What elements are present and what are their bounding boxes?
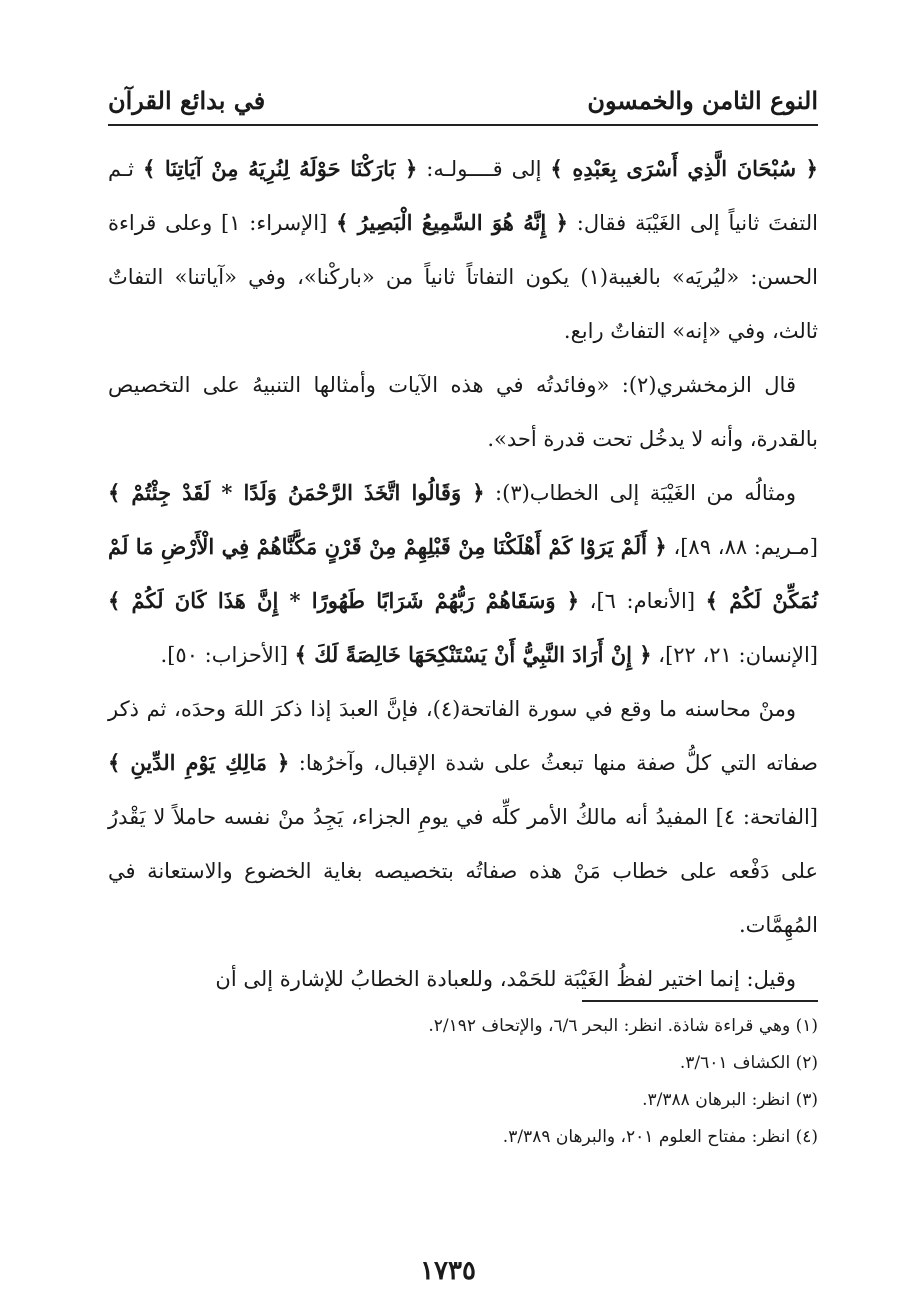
text-run: [الأحزاب: ٥٠]. (160, 643, 295, 667)
paragraph-1 (108, 142, 818, 358)
quran-verse: ﴿ أَلَمْ يَرَوْا كَمْ أَهْلَكْنَا مِنْ قَبْلِهِمْ مِنْ قَرْنٍ مَكَّنَّاهُمْ فِي الْأَرْضِ مَا لَمْ نُمَكِّنْ لَكُمْ ﴾ (108, 534, 818, 613)
footnotes (108, 1008, 818, 1156)
paragraph-2: قال الزمخشري(٢): «وفائدتُه في هذه الآيات وأمثالها التنبيهُ على التخصيص بالقدرة، وأنه لا يدخُل تحت قدرة أحد». (108, 373, 818, 451)
quran-verse: ﴿ مَالِكِ يَوْمِ الدِّينِ ﴾ (108, 750, 290, 775)
book-title: في بدائع القرآن (108, 86, 266, 115)
quran-verse: ﴿ وَقَالُوا اتَّخَذَ الرَّحْمَنُ وَلَدًا * لَقَدْ جِئْتُمْ ﴾ (108, 480, 485, 505)
text-run: ومنْ محاسنه ما وقع في سورة الفاتحة(٤)، فإنَّ العبدَ إذا ذكرَ اللهَ وحدَه، ثم ذكر صفاته التي كلُّ صفة منها تبعثُ على شدة الإقبال، وآخرُها: (108, 697, 818, 775)
footnote-1: (١) وهي قراءة شاذة. انظر: البحر ٦/٦، والإتحاف ٢/١٩٢. (428, 1016, 818, 1036)
text-run: [الأنعام: ٦]، (579, 589, 706, 613)
paragraph-5: وقيل: إنما اختير لفظُ الغَيْبَة للحَمْد، وللعبادة الخطابُ للإشارة إلى أن (215, 967, 796, 991)
text-run: [الإنسان: ٢١، ٢٢]، (651, 643, 818, 667)
footnote-3: (٣) انظر: البرهان ٣/٣٨٨. (642, 1090, 818, 1110)
quran-verse: ﴿ وَسَقَاهُمْ رَبُّهُمْ شَرَابًا طَهُورًا * إِنَّ هَذَا كَانَ لَكُمْ ﴾ (108, 588, 580, 613)
text-run: [الإسراء: ١] وعلى قراءة الحسن: «ليُريَه» بالغيبة(١) يكون التفاتاً ثانياً من «باركْنا»، وفي «آياتنا» التفاتٌ ثالث، وفي «إنه» التفاتٌ رابع. (108, 211, 818, 343)
header-divider (108, 124, 818, 126)
quran-verse: ﴿ بَارَكْنَا حَوْلَهُ لِنُرِيَهُ مِنْ آيَاتِنَا ﴾ (142, 156, 418, 181)
text-run: ثـم التفتَ ثانياً إلى الغَيْبَة فقال: (108, 157, 818, 235)
page-number: ١٧٣٥ (420, 1256, 476, 1286)
paragraph-4 (108, 682, 818, 952)
main-text (108, 142, 819, 991)
footnote-4: (٤) انظر: مفتاح العلوم ٢٠١، والبرهان ٣/٣٨٩. (502, 1127, 818, 1147)
footnote-divider (582, 1000, 818, 1002)
quran-verse: ﴿ سُبْحَانَ الَّذِي أَسْرَى بِعَبْدِهِ ﴾ (550, 156, 818, 181)
text-run: [الفاتحة: ٤] المفيدُ أنه مالكُ الأمر كلِّه في يومِ الجزاء، يَجِدُ منْ نفسه حاملاً لا يَقْدرُ على دَفْعه على خطاب مَنْ هذه صفاتُه بتخصيصه بغاية الخضوع والاستعانة في المُهِمَّات. (108, 805, 819, 937)
paragraph-3 (108, 466, 818, 682)
quran-verse: ﴿ إِنْ أَرَادَ النَّبِيُّ أَنْ يَسْتَنْكِحَهَا خَالِصَةً لَكَ ﴾ (294, 642, 652, 667)
text-run: ومثالُه من الغَيْبَة إلى الخطاب(٣): (484, 481, 796, 505)
text-run: [مـريم: ٨٨، ٨٩]، (666, 535, 818, 559)
footnote-2: (٢) الكشاف ٣/٦٠١. (679, 1053, 818, 1073)
chapter-title: النوع الثامن والخمسون (587, 86, 818, 115)
quran-verse: ﴿ إِنَّهُ هُوَ السَّمِيعُ الْبَصِيرُ ﴾ (336, 210, 568, 235)
running-header (108, 84, 818, 120)
text-run: إلى قــــولـه: (417, 157, 551, 181)
